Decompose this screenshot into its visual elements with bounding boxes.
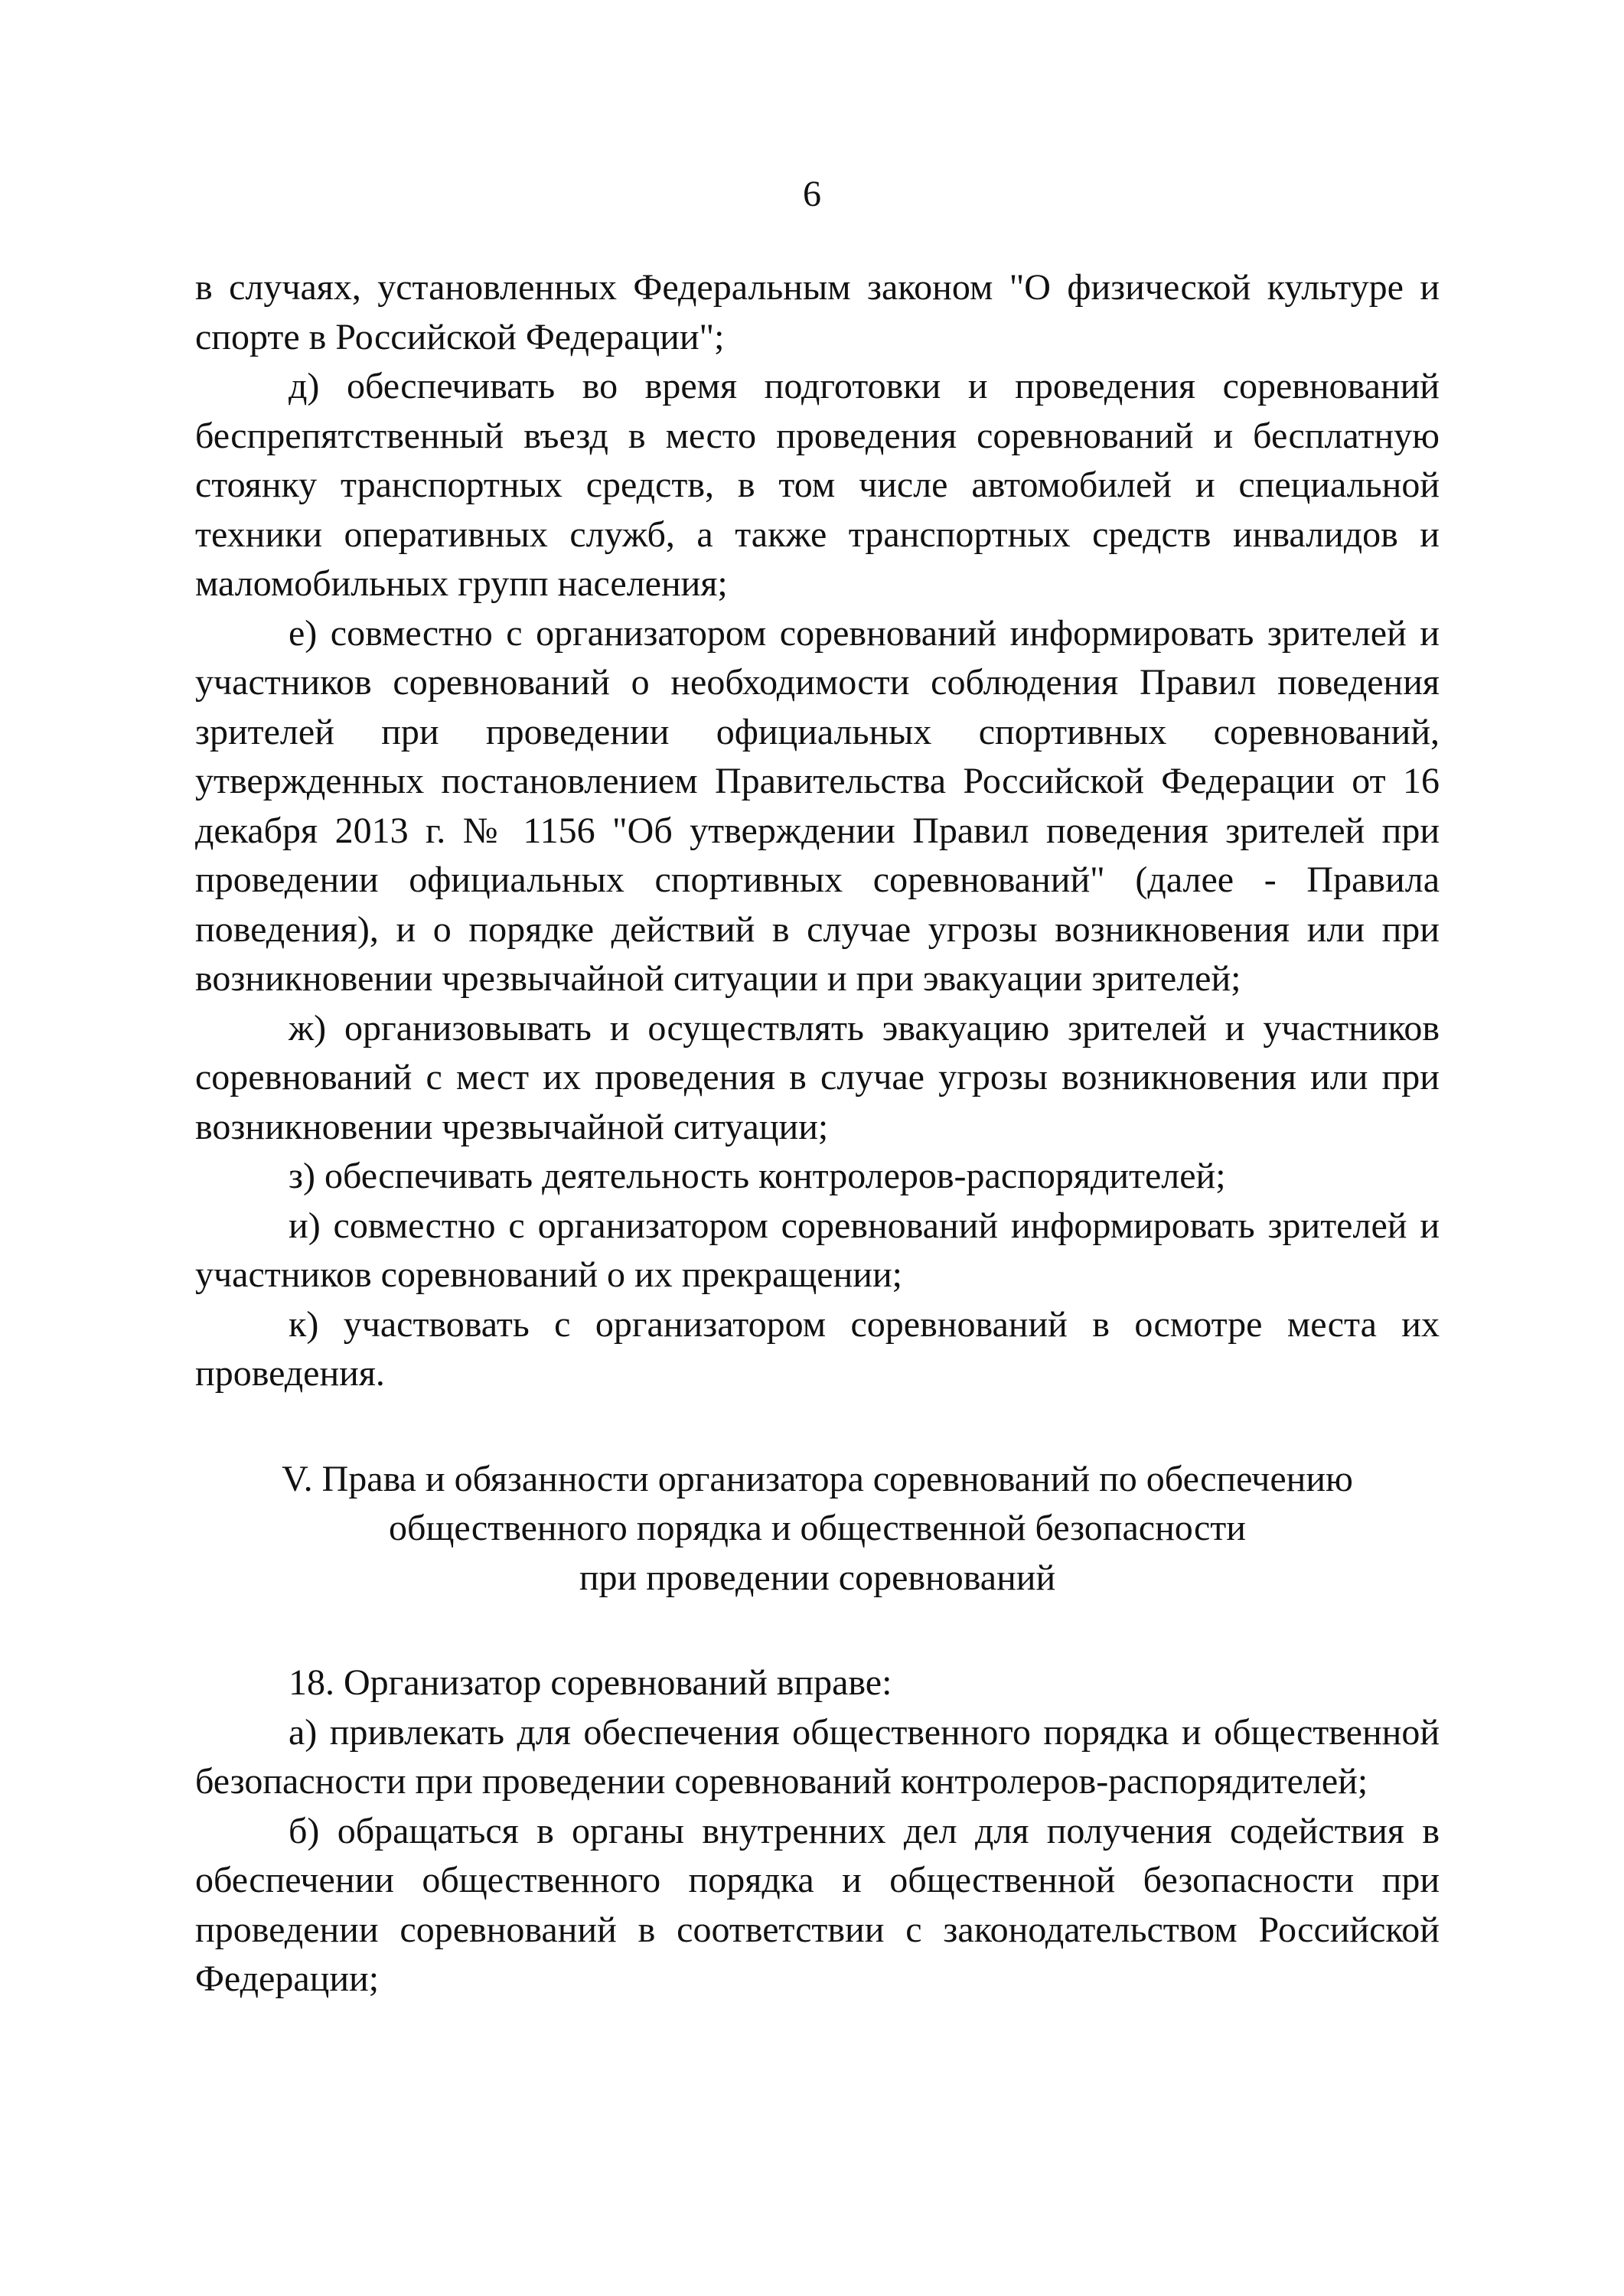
paragraph-item-i: и) совместно с организатором соревнований информировать зрителей и участников соревнований о их прекращении; (195, 1205, 1440, 1295)
paragraph-item-d: д) обеспечивать во время подготовки и проведения соревнований беспрепятственный въезд в место проведения соревнований и бесплатную стоянку транспортных средств, в том числе автомобилей и специальной техники оперативных служб, а также транспортных средств инвалидов и маломобильных групп населения; (195, 366, 1440, 604)
paragraph-item-b: б) обращаться в органы внутренних дел для получения содействия в обеспечении общественного порядка и общественной безопасности при проведении соревнований в соответствии с законодательством Российской Федерации; (195, 1810, 1440, 1999)
paragraph-item-z: з) обеспечивать деятельность контролеров-распорядителей; (289, 1156, 1226, 1196)
paragraph-item-e: е) совместно с организатором соревнований информировать зрителей и участников соревнований о необходимости соблюдения Правил поведения зрителей при проведении официальных спортивных соревнований, утвержденных постановлением Правительства Российской Федерации от 16 декабря 2013 г. № 1156 "Об утверждении Правил поведения зрителей при проведении официальных спортивных соревнований" (далее - Правила поведения), и о порядке действий в случае угрозы возникновения или при возникновении чрезвычайной ситуации и при эвакуации зрителей; (195, 612, 1440, 999)
document-body (195, 263, 1440, 2004)
page-number: 6 (803, 174, 821, 214)
paragraph-item-zh: ж) организовывать и осуществлять эвакуацию зрителей и участников соревнований с мест их проведения в случае угрозы возникновения или при возникновении чрезвычайной ситуации; (195, 1007, 1440, 1147)
paragraph-item-a: а) привлекать для обеспечения общественного порядка и общественной безопасности при проведении соревнований контролеров-распорядителей; (195, 1711, 1440, 1802)
paragraph-continuation: в случаях, установленных Федеральным законом "О физической культуре и спорте в Российской Федерации"; (195, 267, 1440, 357)
paragraph-point-18: 18. Организатор соревнований вправе: (289, 1662, 892, 1703)
section-heading: V. Права и обязанности организатора соревнований по обеспечению общественного порядка и общественной безопасности при проведении соревнований (282, 1458, 1353, 1598)
paragraph-item-k: к) участвовать с организатором соревнований в осмотре места их проведения. (195, 1303, 1440, 1394)
